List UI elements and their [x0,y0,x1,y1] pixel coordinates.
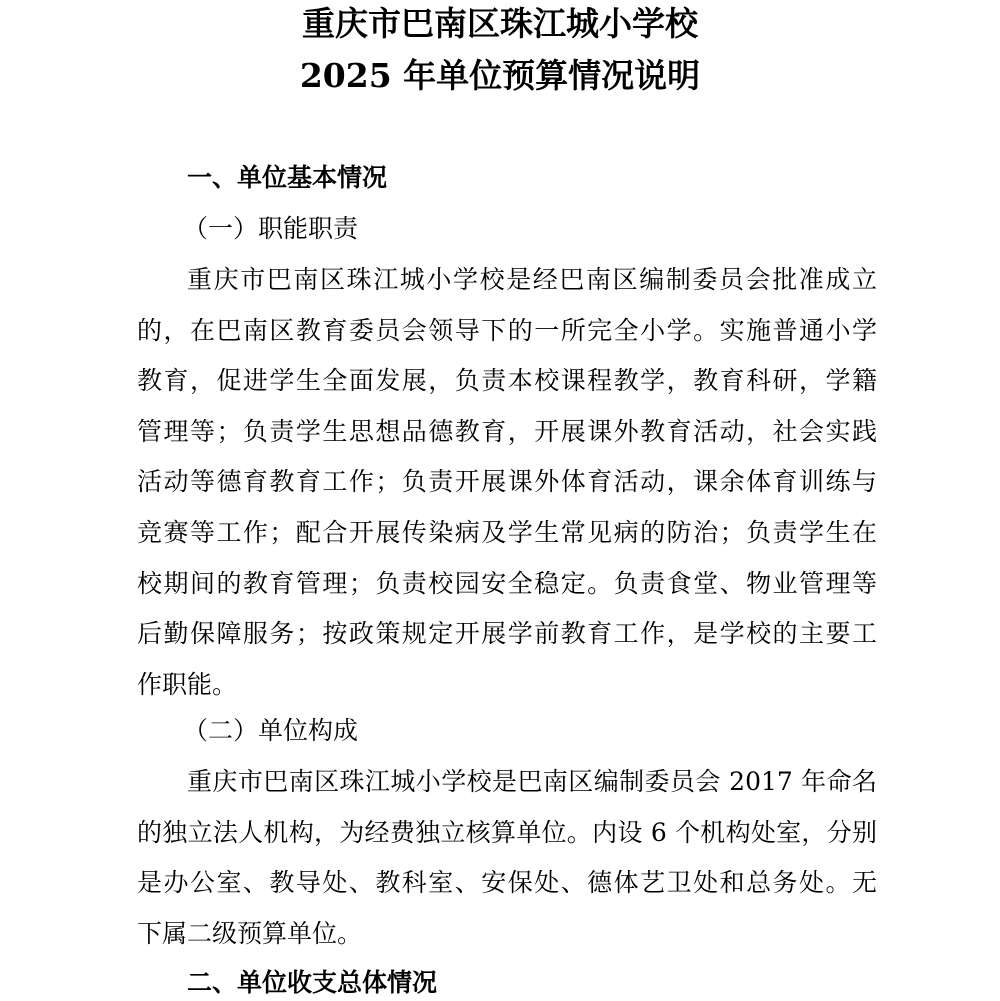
paragraph-line: 活动等德育教育工作；负责开展课外体育活动，课余体育训练与 [137,467,877,497]
paragraph-line: 管理等；负责学生思想品德教育，开展课外教育活动，社会实践 [137,416,877,446]
paragraph-line: 竞赛等工作；配合开展传染病及学生常见病的防治；负责学生在 [137,517,877,547]
paragraph-line: 校期间的教育管理；负责校园安全稳定。负责食堂、物业管理等 [137,568,877,598]
paragraph-line: 的，在巴南区教育委员会领导下的一所完全小学。实施普通小学 [137,315,877,345]
section-1-1-paragraph [137,255,877,710]
paragraph-line: 教育，促进学生全面发展，负责本校课程教学，教育科研，学籍 [137,366,877,396]
paragraph-line: 后勤保障服务；按政策规定开展学前教育工作，是学校的主要工 [137,619,877,649]
section-1-1-heading: （一）职能职责 [183,214,359,243]
paragraph-line: 作职能。 [137,669,238,699]
section-1-2-heading: （二）单位构成 [183,716,359,745]
document-title-line-1: 重庆市巴南区珠江城小学校 [302,4,698,43]
paragraph-line: 下属二级预算单位。 [137,918,363,948]
paragraph-line: 是办公室、教导处、教科室、安保处、德体艺卫处和总务处。无 [137,868,877,898]
section-1-heading: 一、单位基本情况 [187,163,388,192]
paragraph-line: 重庆市巴南区珠江城小学校是巴南区编制委员会 2017 年命名 [187,767,877,796]
document-title-line-2: 2025 年单位预算情况说明 [299,56,701,95]
paragraph-line: 的独立法人机构，为经费独立核算单位。内设 6 个机构处室，分别 [137,817,877,847]
section-1-2-paragraph [137,757,877,959]
paragraph-line: 重庆市巴南区珠江城小学校是经巴南区编制委员会批准成立 [187,265,877,294]
section-2-heading: 二、单位收支总体情况 [187,968,438,997]
